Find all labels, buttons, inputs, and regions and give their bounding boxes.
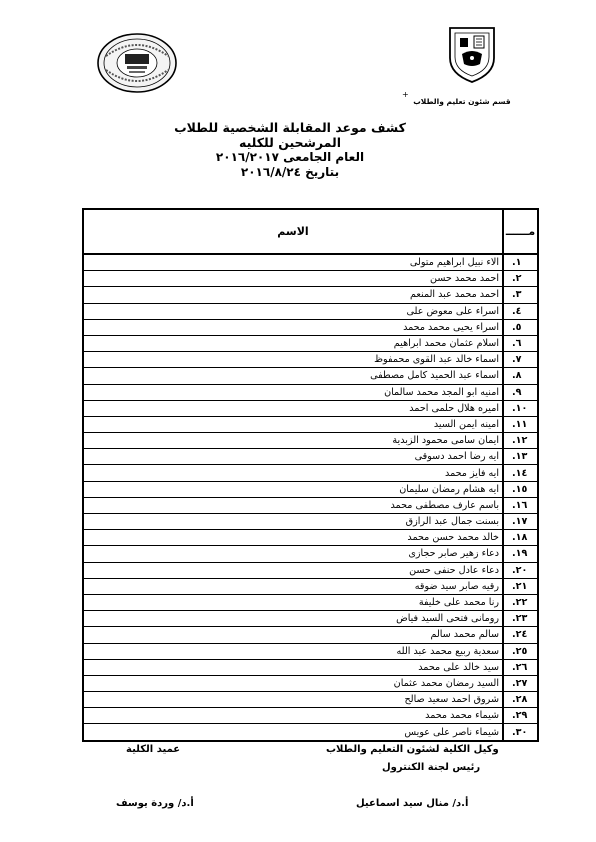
department-label: قسم شئون تعليم والطلاب <box>413 97 511 106</box>
row-number: .١ <box>503 254 538 271</box>
table-row <box>83 433 538 449</box>
table-row <box>83 319 538 335</box>
row-number: .٢٤ <box>503 627 538 643</box>
student-name: السيد رمضان محمد عثمان <box>83 675 503 691</box>
table-row <box>83 335 538 351</box>
table-row <box>83 368 538 384</box>
document-title <box>150 120 430 180</box>
table-row <box>83 449 538 465</box>
table-row <box>83 724 538 741</box>
stray-mark: + <box>402 90 409 99</box>
row-number: .١٨ <box>503 530 538 546</box>
table-row <box>83 497 538 513</box>
student-name: اسراء يحيى محمد محمد <box>83 319 503 335</box>
student-name: سيد خالد على محمد <box>83 659 503 675</box>
table-row <box>83 659 538 675</box>
row-number: .٢١ <box>503 578 538 594</box>
student-name: ايه رضا احمد دسوقى <box>83 449 503 465</box>
student-name: ايه فايز محمد <box>83 465 503 481</box>
row-number: .١٥ <box>503 481 538 497</box>
student-name: رقيه صابر سيد ضوقه <box>83 578 503 594</box>
row-number: .٣٠ <box>503 724 538 741</box>
student-name: دعاء عادل حنفى حسن <box>83 562 503 578</box>
student-name: شيماء ناصر على عويس <box>83 724 503 741</box>
row-number: .٢٢ <box>503 594 538 610</box>
row-number: .١٠ <box>503 400 538 416</box>
signatory-name-right: أ.د/ وردة يوسف <box>116 798 194 809</box>
table-row <box>83 530 538 546</box>
control-head-title: رئيس لجنة الكنترول <box>382 762 481 773</box>
table-row <box>83 546 538 562</box>
table-row <box>83 675 538 691</box>
student-name: احمد محمد عبد المنعم <box>83 287 503 303</box>
table-row <box>83 287 538 303</box>
student-name: اسماء خالد عبد القوى محمفوظ <box>83 352 503 368</box>
student-name: امينه ايمن السيد <box>83 416 503 432</box>
student-name: اسلام عثمان محمد ابراهيم <box>83 335 503 351</box>
row-number: .٢٥ <box>503 643 538 659</box>
student-name: رنا محمد على خليفة <box>83 594 503 610</box>
title-line-2: العام الجامعى ٢٠١٦/٢٠١٧ <box>215 150 365 164</box>
table-row <box>83 611 538 627</box>
table-row <box>83 643 538 659</box>
row-number: .١٧ <box>503 514 538 530</box>
row-number: .١٢ <box>503 433 538 449</box>
row-number: .٢ <box>503 271 538 287</box>
dean-title: عميد الكلية <box>126 744 181 755</box>
student-name: خالد محمد حسن محمد <box>83 530 503 546</box>
signatory-name-left: أ.د/ منال سيد اسماعيل <box>356 798 469 809</box>
table-row <box>83 562 538 578</box>
row-number: .٢٧ <box>503 675 538 691</box>
table-row <box>83 594 538 610</box>
student-name: شروق احمد سعيد صالح <box>83 692 503 708</box>
table-row <box>83 384 538 400</box>
row-number: .٧ <box>503 352 538 368</box>
student-name: دعاء زهير صابر حجازى <box>83 546 503 562</box>
student-name: رومانى فتحى السيد فياض <box>83 611 503 627</box>
row-number: .٦ <box>503 335 538 351</box>
row-number: .٣ <box>503 287 538 303</box>
student-name: الاء نبيل ابراهيم متولى <box>83 254 503 271</box>
candidates-table <box>82 208 539 742</box>
student-name: اميره هلال حلمى احمد <box>83 400 503 416</box>
table-row <box>83 627 538 643</box>
vice-dean-title: وكيل الكلية لشئون التعليم والطلاب <box>326 744 499 755</box>
row-number: .٢٩ <box>503 708 538 724</box>
table-row <box>83 271 538 287</box>
row-number: .١٦ <box>503 497 538 513</box>
student-name: احمد محمد حسن <box>83 271 503 287</box>
table-row <box>83 465 538 481</box>
student-name: ايه هشام رمضان سليمان <box>83 481 503 497</box>
table-row <box>83 514 538 530</box>
student-name: باسم عارف مصطفى محمد <box>83 497 503 513</box>
row-number: .١٤ <box>503 465 538 481</box>
row-number: .٩ <box>503 384 538 400</box>
row-number: .٢٦ <box>503 659 538 675</box>
student-name: اسماء عبد الحميد كامل مصطفى <box>83 368 503 384</box>
row-number: .٨ <box>503 368 538 384</box>
title-line-3: بتاريخ ٢٠١٦/٨/٢٤ <box>240 165 340 179</box>
column-header-name: الاسم <box>83 209 503 254</box>
table-row <box>83 400 538 416</box>
university-seal-icon <box>96 32 178 94</box>
student-name: بسنت جمال عبد الرازق <box>83 514 503 530</box>
table-row <box>83 254 538 271</box>
student-name: شيماء محمد محمد <box>83 708 503 724</box>
table-row <box>83 303 538 319</box>
row-number: .١٩ <box>503 546 538 562</box>
column-header-number: مــــــ <box>503 209 538 254</box>
university-logo-icon <box>444 24 500 84</box>
student-name: ايمان سامى محمود الزبدية <box>83 433 503 449</box>
row-number: .٤ <box>503 303 538 319</box>
row-number: .١١ <box>503 416 538 432</box>
table-row <box>83 352 538 368</box>
row-number: .٢٠ <box>503 562 538 578</box>
table-row <box>83 481 538 497</box>
row-number: .٥ <box>503 319 538 335</box>
table-row <box>83 692 538 708</box>
student-name: سعدية ربيع محمد عبد الله <box>83 643 503 659</box>
row-number: .١٣ <box>503 449 538 465</box>
table-row <box>83 708 538 724</box>
student-name: سالم محمد سالم <box>83 627 503 643</box>
table-header-row <box>83 209 538 254</box>
table-row <box>83 578 538 594</box>
row-number: .٢٨ <box>503 692 538 708</box>
table-row <box>83 416 538 432</box>
student-name: اسراء على معوض على <box>83 303 503 319</box>
student-name: امنيه ابو المجد محمد سالمان <box>83 384 503 400</box>
row-number: .٢٣ <box>503 611 538 627</box>
title-line-1: كشف موعد المقابلة الشخصية للطلاب المرشحين للكليه <box>174 120 406 150</box>
